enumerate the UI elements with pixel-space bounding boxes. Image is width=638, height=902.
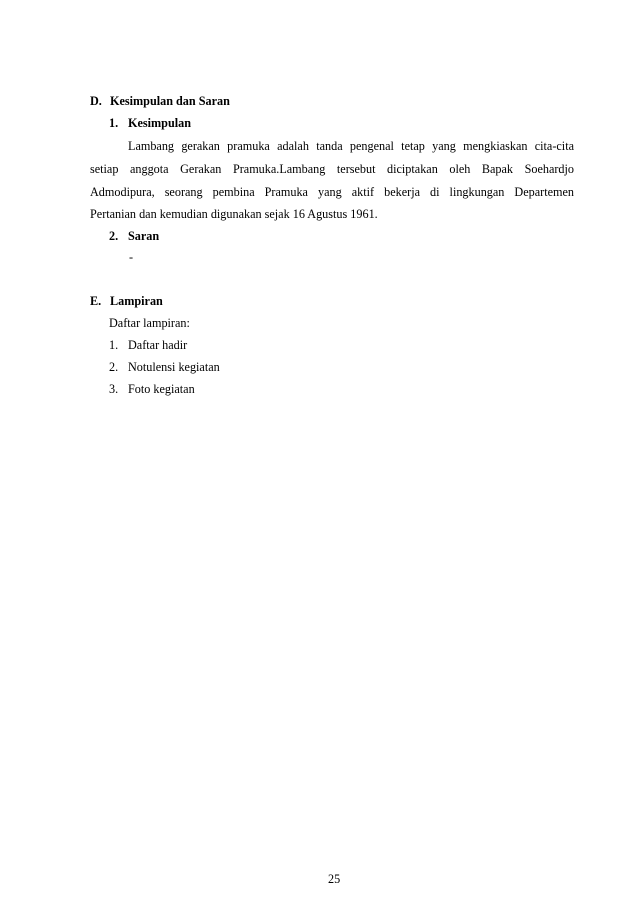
- lampiran-intro: Daftar lampiran:: [109, 316, 190, 330]
- section-e-letter: E.: [90, 294, 102, 308]
- lampiran-item-label: Notulensi kegiatan: [128, 360, 220, 374]
- section-d-letter: D.: [90, 94, 102, 108]
- kesimpulan-paragraph-line: Lambang gerakan pramuka adalah tanda pengenal tetap yang mengkiaskan cita-cita: [128, 139, 574, 153]
- section-d-title: Kesimpulan dan Saran: [110, 94, 230, 108]
- saran-content: -: [129, 250, 134, 264]
- lampiran-item-number: 2.: [109, 360, 119, 374]
- kesimpulan-title: Kesimpulan: [128, 116, 191, 130]
- saran-number: 2.: [109, 229, 119, 243]
- kesimpulan-paragraph-line: setiap anggota Gerakan Pramuka.Lambang tersebut diciptakan oleh Bapak Soehardjo: [90, 162, 574, 176]
- lampiran-item-number: 1.: [109, 338, 119, 352]
- section-e-title: Lampiran: [110, 294, 163, 308]
- saran-title: Saran: [128, 229, 160, 243]
- page-number: 25: [328, 872, 341, 886]
- lampiran-item-number: 3.: [109, 382, 119, 396]
- kesimpulan-paragraph-line: Pertanian dan kemudian digunakan sejak 16 Agustus 1961.: [90, 207, 378, 221]
- lampiran-item-label: Daftar hadir: [128, 338, 188, 352]
- lampiran-item-label: Foto kegiatan: [128, 382, 195, 396]
- kesimpulan-number: 1.: [109, 116, 119, 130]
- kesimpulan-paragraph-line: Admodipura, seorang pembina Pramuka yang aktif bekerja di lingkungan Departemen: [90, 185, 574, 199]
